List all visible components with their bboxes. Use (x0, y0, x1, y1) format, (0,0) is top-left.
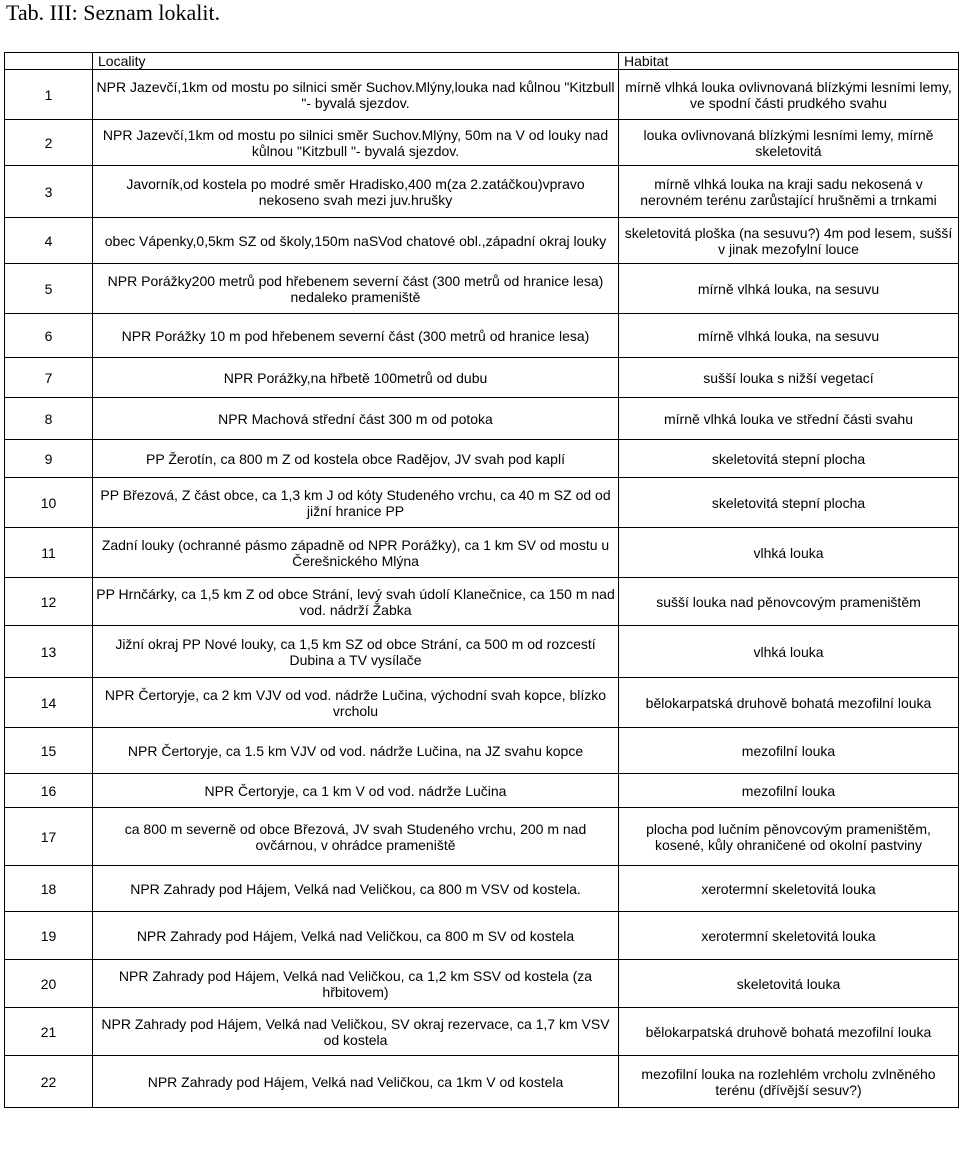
locality-cell: Javorník,od kostela po modré směr Hradisko,400 m(za 2.zatáčkou)vpravo nekoseno svah mezi juv.hrušky (93, 166, 619, 218)
habitat-cell: bělokarpatská druhově bohatá mezofilní louka (619, 1008, 959, 1056)
table-row (5, 866, 959, 912)
habitat-cell: skeletovitá stepní plocha (619, 440, 959, 478)
habitat-cell: louka ovlivnovaná blízkými lesními lemy, mírně skeletovitá (619, 120, 959, 166)
row-number: 11 (5, 528, 93, 578)
table-row (5, 478, 959, 528)
locality-cell: Jižní okraj PP Nové louky, ca 1,5 km SZ od obce Strání, ca 500 m od rozcestí Dubina a TV vysílače (93, 626, 619, 678)
locality-cell: NPR Čertoryje, ca 1 km V od vod. nádrže Lučina (93, 774, 619, 808)
habitat-cell: skeletovitá louka (619, 960, 959, 1008)
header-number (5, 53, 93, 70)
habitat-cell: xerotermní skeletovitá louka (619, 866, 959, 912)
row-number: 12 (5, 578, 93, 626)
table-row (5, 1056, 959, 1108)
locality-cell: NPR Zahrady pod Hájem, Velká nad Veličkou, ca 800 m SV od kostela (93, 912, 619, 960)
table-row (5, 398, 959, 440)
locality-cell: NPR Čertoryje, ca 2 km VJV od vod. nádrže Lučina, východní svah kopce, blízko vrcholu (93, 678, 619, 728)
table-row (5, 728, 959, 774)
locality-cell: NPR Čertoryje, ca 1.5 km VJV od vod. nádrže Lučina, na JZ svahu kopce (93, 728, 619, 774)
table-row (5, 626, 959, 678)
locality-cell: NPR Jazevčí,1km od mostu po silnici směr Suchov.Mlýny, 50m na V od louky nad kůlnou "Kitzbull "- byvalá sjezdov. (93, 120, 619, 166)
row-number: 20 (5, 960, 93, 1008)
table-row (5, 578, 959, 626)
habitat-cell: skeletovitá ploška (na sesuvu?) 4m pod lesem, sušší v jinak mezofylní louce (619, 218, 959, 264)
header-habitat: Habitat (619, 53, 959, 70)
table-row (5, 264, 959, 314)
row-number: 22 (5, 1056, 93, 1108)
row-number: 2 (5, 120, 93, 166)
locality-cell: NPR Porážky200 metrů pod hřebenem severní část (300 metrů od hranice lesa) nedaleko prameniště (93, 264, 619, 314)
habitat-cell: vlhká louka (619, 626, 959, 678)
table-row (5, 678, 959, 728)
locality-table (4, 52, 959, 1108)
table-row (5, 314, 959, 358)
habitat-cell: mírně vlhká louka, na sesuvu (619, 264, 959, 314)
row-number: 17 (5, 808, 93, 866)
table-row (5, 70, 959, 120)
table-row (5, 528, 959, 578)
habitat-cell: skeletovitá stepní plocha (619, 478, 959, 528)
row-number: 14 (5, 678, 93, 728)
row-number: 4 (5, 218, 93, 264)
habitat-cell: mírně vlhká louka na kraji sadu nekosená v nerovném terénu zarůstající hrušněmi a trnkami (619, 166, 959, 218)
habitat-cell: mírně vlhká louka, na sesuvu (619, 314, 959, 358)
table-header-row (5, 53, 959, 70)
habitat-cell: mezofilní louka na rozlehlém vrcholu zvlněného terénu (dřívější sesuv?) (619, 1056, 959, 1108)
row-number: 6 (5, 314, 93, 358)
header-locality: Locality (93, 53, 619, 70)
habitat-cell: sušší louka s nižší vegetací (619, 358, 959, 398)
locality-cell: NPR Zahrady pod Hájem, Velká nad Veličkou, ca 1,2 km SSV od kostela (za hřbitovem) (93, 960, 619, 1008)
habitat-cell: mírně vlhká louka ve střední části svahu (619, 398, 959, 440)
row-number: 10 (5, 478, 93, 528)
row-number: 3 (5, 166, 93, 218)
locality-cell: ca 800 m severně od obce Březová, JV svah Studeného vrchu, 200 m nad ovčárnou, v ohrádce prameniště (93, 808, 619, 866)
habitat-cell: mezofilní louka (619, 774, 959, 808)
locality-cell: NPR Zahrady pod Hájem, Velká nad Veličkou, SV okraj rezervace, ca 1,7 km VSV od kostela (93, 1008, 619, 1056)
habitat-cell: mezofilní louka (619, 728, 959, 774)
row-number: 8 (5, 398, 93, 440)
row-number: 19 (5, 912, 93, 960)
locality-cell: NPR Zahrady pod Hájem, Velká nad Veličkou, ca 1km V od kostela (93, 1056, 619, 1108)
table-row (5, 808, 959, 866)
habitat-cell: plocha pod lučním pěnovcovým prameništěm, kosené, kůly ohraničené od okolní pastviny (619, 808, 959, 866)
row-number: 9 (5, 440, 93, 478)
page-title: Tab. III: Seznam lokalit. (6, 0, 221, 25)
row-number: 16 (5, 774, 93, 808)
locality-cell: NPR Porážky 10 m pod hřebenem severní část (300 metrů od hranice lesa) (93, 314, 619, 358)
row-number: 5 (5, 264, 93, 314)
locality-cell: Zadní louky (ochranné pásmo západně od NPR Porážky), ca 1 km SV od mostu u Čerešnického Mlýna (93, 528, 619, 578)
habitat-cell: mírně vlhká louka ovlivnovaná blízkými lesními lemy, ve spodní části prudkého svahu (619, 70, 959, 120)
locality-cell: NPR Porážky,na hřbetě 100metrů od dubu (93, 358, 619, 398)
row-number: 13 (5, 626, 93, 678)
locality-cell: obec Vápenky,0,5km SZ od školy,150m naSVod chatové obl.,západní okraj louky (93, 218, 619, 264)
row-number: 1 (5, 70, 93, 120)
table-row (5, 960, 959, 1008)
row-number: 21 (5, 1008, 93, 1056)
locality-cell: PP Žerotín, ca 800 m Z od kostela obce Radějov, JV svah pod kaplí (93, 440, 619, 478)
table-row (5, 774, 959, 808)
row-number: 15 (5, 728, 93, 774)
table-row (5, 912, 959, 960)
habitat-cell: bělokarpatská druhově bohatá mezofilní louka (619, 678, 959, 728)
locality-cell: PP Březová, Z část obce, ca 1,3 km J od kóty Studeného vrchu, ca 40 m SZ od od jižní hranice PP (93, 478, 619, 528)
table-row (5, 358, 959, 398)
row-number: 18 (5, 866, 93, 912)
locality-cell: PP Hrnčárky, ca 1,5 km Z od obce Strání, levý svah údolí Klanečnice, ca 150 m nad vod. nádrží Žabka (93, 578, 619, 626)
row-number: 7 (5, 358, 93, 398)
habitat-cell: sušší louka nad pěnovcovým prameništěm (619, 578, 959, 626)
habitat-cell: xerotermní skeletovitá louka (619, 912, 959, 960)
table-row (5, 120, 959, 166)
locality-cell: NPR Zahrady pod Hájem, Velká nad Veličkou, ca 800 m VSV od kostela. (93, 866, 619, 912)
table-row (5, 440, 959, 478)
locality-cell: NPR Jazevčí,1km od mostu po silnici směr Suchov.Mlýny,louka nad kůlnou "Kitzbull "- byvalá sjezdov. (93, 70, 619, 120)
table-row (5, 218, 959, 264)
table-row (5, 1008, 959, 1056)
habitat-cell: vlhká louka (619, 528, 959, 578)
locality-cell: NPR Machová střední část 300 m od potoka (93, 398, 619, 440)
table-row (5, 166, 959, 218)
